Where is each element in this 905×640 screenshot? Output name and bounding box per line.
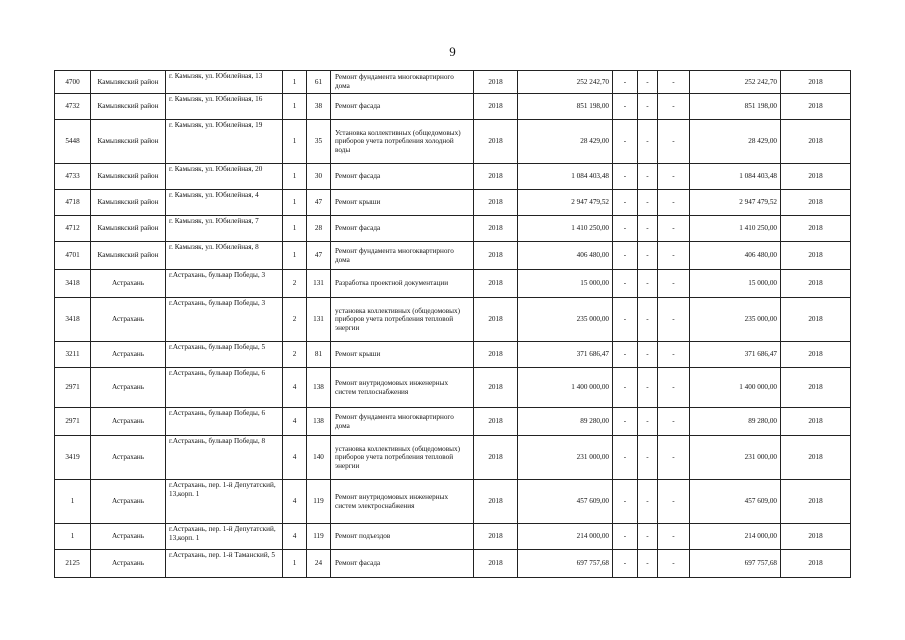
cell-cost: 371 686,47: [518, 342, 613, 368]
cell-floors: 4: [283, 368, 307, 408]
cell-address: г.Астрахань, бульвар Победы, 3: [166, 298, 283, 342]
cell-total: 371 686,47: [690, 342, 781, 368]
cell-year: 2018: [474, 298, 518, 342]
cell-end-year: 2018: [781, 524, 851, 550]
cell-year: 2018: [474, 270, 518, 298]
cell-apartments: 24: [307, 550, 331, 578]
cell-dash: -: [613, 550, 638, 578]
cell-dash: -: [638, 342, 658, 368]
cell-end-year: 2018: [781, 120, 851, 164]
cell-dash: -: [613, 190, 638, 216]
cell-cost: 235 000,00: [518, 298, 613, 342]
cell-dash: -: [613, 216, 638, 242]
cell-apartments: 140: [307, 436, 331, 480]
cell-dash: -: [658, 242, 690, 270]
cell-end-year: 2018: [781, 270, 851, 298]
cell-dash: -: [658, 190, 690, 216]
cell-apartments: 38: [307, 94, 331, 120]
cell-apartments: 131: [307, 270, 331, 298]
cell-object-id: 4733: [55, 164, 91, 190]
cell-work-type: Ремонт фасада: [331, 164, 474, 190]
cell-dash: -: [613, 368, 638, 408]
cell-dash: -: [613, 298, 638, 342]
cell-address: г. Камызяк, ул. Юбилейная, 19: [166, 120, 283, 164]
cell-district: Камызякский район: [91, 190, 166, 216]
cell-floors: 4: [283, 480, 307, 524]
cell-work-type: Ремонт крыши: [331, 342, 474, 368]
cell-work-type: Установка коллективных (общедомовых) приборов учета потребления холодной воды: [331, 120, 474, 164]
cell-district: Астрахань: [91, 270, 166, 298]
cell-floors: 1: [283, 216, 307, 242]
cell-work-type: Разработка проектной документации: [331, 270, 474, 298]
cell-cost: 214 000,00: [518, 524, 613, 550]
cell-work-type: Ремонт фундамента многоквартирного дома: [331, 71, 474, 94]
cell-total: 252 242,70: [690, 71, 781, 94]
cell-dash: -: [638, 368, 658, 408]
cell-total: 457 609,00: [690, 480, 781, 524]
cell-dash: -: [638, 190, 658, 216]
cell-floors: 1: [283, 164, 307, 190]
cell-floors: 4: [283, 408, 307, 436]
cell-apartments: 119: [307, 524, 331, 550]
cell-cost: 2 947 479,52: [518, 190, 613, 216]
cell-work-type: Ремонт подъездов: [331, 524, 474, 550]
cell-floors: 1: [283, 71, 307, 94]
cell-cost: 28 429,00: [518, 120, 613, 164]
cell-cost: 1 410 250,00: [518, 216, 613, 242]
table-row: [55, 408, 851, 436]
cell-dash: -: [658, 216, 690, 242]
cell-floors: 1: [283, 242, 307, 270]
cell-year: 2018: [474, 550, 518, 578]
cell-district: Астрахань: [91, 408, 166, 436]
cell-work-type: Ремонт фасада: [331, 216, 474, 242]
cell-apartments: 47: [307, 242, 331, 270]
cell-year: 2018: [474, 164, 518, 190]
cell-object-id: 3418: [55, 270, 91, 298]
works-table: [54, 70, 851, 578]
table-row: [55, 270, 851, 298]
cell-district: Астрахань: [91, 342, 166, 368]
cell-floors: 2: [283, 270, 307, 298]
cell-apartments: 131: [307, 298, 331, 342]
cell-district: Камызякский район: [91, 71, 166, 94]
cell-district: Астрахань: [91, 368, 166, 408]
cell-address: г. Камызяк, ул. Юбилейная, 20: [166, 164, 283, 190]
cell-total: 851 198,00: [690, 94, 781, 120]
cell-end-year: 2018: [781, 71, 851, 94]
cell-apartments: 28: [307, 216, 331, 242]
cell-object-id: 4701: [55, 242, 91, 270]
cell-object-id: 4732: [55, 94, 91, 120]
cell-dash: -: [613, 480, 638, 524]
cell-dash: -: [638, 71, 658, 94]
cell-cost: 15 000,00: [518, 270, 613, 298]
cell-address: г.Астрахань, бульвар Победы, 8: [166, 436, 283, 480]
cell-dash: -: [613, 342, 638, 368]
cell-end-year: 2018: [781, 436, 851, 480]
cell-work-type: Ремонт внутридомовых инженерных систем теплоснабжения: [331, 368, 474, 408]
cell-floors: 4: [283, 524, 307, 550]
table-row: [55, 524, 851, 550]
cell-object-id: 2971: [55, 368, 91, 408]
cell-address: г. Камызяк, ул. Юбилейная, 4: [166, 190, 283, 216]
cell-address: г. Камызяк, ул. Юбилейная, 8: [166, 242, 283, 270]
cell-address: г.Астрахань, пер. 1-й Депутатский, 13,корп. 1: [166, 480, 283, 524]
table-body: [55, 71, 851, 578]
cell-total: 235 000,00: [690, 298, 781, 342]
table-row: [55, 342, 851, 368]
page-number: 9: [449, 44, 456, 59]
cell-floors: 1: [283, 94, 307, 120]
cell-floors: 1: [283, 190, 307, 216]
table-row: [55, 94, 851, 120]
cell-dash: -: [638, 408, 658, 436]
cell-dash: -: [658, 342, 690, 368]
cell-total: 89 280,00: [690, 408, 781, 436]
cell-cost: 231 000,00: [518, 436, 613, 480]
cell-dash: -: [658, 408, 690, 436]
cell-dash: -: [658, 71, 690, 94]
cell-district: Камызякский район: [91, 120, 166, 164]
cell-dash: -: [613, 94, 638, 120]
cell-year: 2018: [474, 368, 518, 408]
cell-apartments: 81: [307, 342, 331, 368]
cell-dash: -: [658, 550, 690, 578]
cell-object-id: 3419: [55, 436, 91, 480]
table-row: [55, 216, 851, 242]
cell-total: 231 000,00: [690, 436, 781, 480]
cell-dash: -: [638, 94, 658, 120]
cell-dash: -: [613, 524, 638, 550]
cell-dash: -: [638, 120, 658, 164]
cell-floors: 4: [283, 436, 307, 480]
cell-work-type: установка коллективных (общедомовых) приборов учета потребления тепловой энергии: [331, 436, 474, 480]
cell-object-id: 1: [55, 524, 91, 550]
cell-cost: 697 757,68: [518, 550, 613, 578]
table-row: [55, 436, 851, 480]
cell-object-id: 1: [55, 480, 91, 524]
cell-district: Камызякский район: [91, 94, 166, 120]
cell-apartments: 47: [307, 190, 331, 216]
cell-year: 2018: [474, 94, 518, 120]
cell-year: 2018: [474, 408, 518, 436]
cell-year: 2018: [474, 71, 518, 94]
cell-end-year: 2018: [781, 164, 851, 190]
cell-end-year: 2018: [781, 298, 851, 342]
cell-address: г.Астрахань, бульвар Победы, 6: [166, 368, 283, 408]
cell-apartments: 30: [307, 164, 331, 190]
cell-apartments: 61: [307, 71, 331, 94]
cell-dash: -: [638, 270, 658, 298]
cell-year: 2018: [474, 120, 518, 164]
cell-apartments: 35: [307, 120, 331, 164]
cell-cost: 406 480,00: [518, 242, 613, 270]
cell-work-type: Ремонт фундамента многоквартирного дома: [331, 408, 474, 436]
cell-object-id: 3418: [55, 298, 91, 342]
cell-dash: -: [638, 216, 658, 242]
cell-end-year: 2018: [781, 342, 851, 368]
cell-dash: -: [613, 164, 638, 190]
cell-dash: -: [613, 71, 638, 94]
cell-year: 2018: [474, 436, 518, 480]
cell-cost: 457 609,00: [518, 480, 613, 524]
table-row: [55, 242, 851, 270]
cell-total: 214 000,00: [690, 524, 781, 550]
cell-apartments: 119: [307, 480, 331, 524]
cell-district: Астрахань: [91, 550, 166, 578]
cell-year: 2018: [474, 190, 518, 216]
cell-floors: 1: [283, 120, 307, 164]
cell-dash: -: [613, 242, 638, 270]
cell-end-year: 2018: [781, 368, 851, 408]
cell-end-year: 2018: [781, 242, 851, 270]
cell-dash: -: [658, 368, 690, 408]
cell-work-type: установка коллективных (общедомовых) приборов учета потребления тепловой энергии: [331, 298, 474, 342]
table-row: [55, 190, 851, 216]
cell-floors: 1: [283, 550, 307, 578]
cell-cost: 851 198,00: [518, 94, 613, 120]
cell-address: г. Камызяк, ул. Юбилейная, 7: [166, 216, 283, 242]
cell-dash: -: [658, 94, 690, 120]
cell-work-type: Ремонт фасада: [331, 94, 474, 120]
table-row: [55, 480, 851, 524]
cell-district: Камызякский район: [91, 164, 166, 190]
cell-cost: 252 242,70: [518, 71, 613, 94]
cell-address: г.Астрахань, пер. 1-й Таманский, 5: [166, 550, 283, 578]
cell-dash: -: [638, 242, 658, 270]
table-row: [55, 298, 851, 342]
cell-cost: 1 400 000,00: [518, 368, 613, 408]
cell-object-id: 2971: [55, 408, 91, 436]
table-row: [55, 550, 851, 578]
table-row: [55, 164, 851, 190]
cell-address: г.Астрахань, бульвар Победы, 5: [166, 342, 283, 368]
cell-floors: 2: [283, 342, 307, 368]
cell-object-id: 4718: [55, 190, 91, 216]
cell-work-type: Ремонт крыши: [331, 190, 474, 216]
cell-cost: 1 084 403,48: [518, 164, 613, 190]
cell-cost: 89 280,00: [518, 408, 613, 436]
cell-dash: -: [658, 164, 690, 190]
cell-year: 2018: [474, 524, 518, 550]
cell-dash: -: [658, 120, 690, 164]
cell-work-type: Ремонт фасада: [331, 550, 474, 578]
cell-end-year: 2018: [781, 480, 851, 524]
cell-total: 15 000,00: [690, 270, 781, 298]
cell-address: г.Астрахань, бульвар Победы, 6: [166, 408, 283, 436]
cell-dash: -: [638, 164, 658, 190]
cell-dash: -: [613, 436, 638, 480]
cell-district: Камызякский район: [91, 242, 166, 270]
cell-object-id: 3211: [55, 342, 91, 368]
cell-address: г. Камызяк, ул. Юбилейная, 13: [166, 71, 283, 94]
cell-object-id: 4712: [55, 216, 91, 242]
cell-district: Астрахань: [91, 298, 166, 342]
cell-object-id: 4700: [55, 71, 91, 94]
cell-total: 1 410 250,00: [690, 216, 781, 242]
cell-dash: -: [658, 480, 690, 524]
cell-address: г. Камызяк, ул. Юбилейная, 16: [166, 94, 283, 120]
cell-year: 2018: [474, 342, 518, 368]
cell-dash: -: [638, 524, 658, 550]
cell-total: 28 429,00: [690, 120, 781, 164]
cell-end-year: 2018: [781, 216, 851, 242]
cell-total: 2 947 479,52: [690, 190, 781, 216]
cell-dash: -: [613, 120, 638, 164]
cell-floors: 2: [283, 298, 307, 342]
cell-work-type: Ремонт фундамента многоквартирного дома: [331, 242, 474, 270]
cell-dash: -: [638, 436, 658, 480]
cell-year: 2018: [474, 216, 518, 242]
cell-district: Астрахань: [91, 480, 166, 524]
cell-end-year: 2018: [781, 550, 851, 578]
cell-dash: -: [613, 270, 638, 298]
cell-total: 406 480,00: [690, 242, 781, 270]
cell-district: Астрахань: [91, 436, 166, 480]
table-row: [55, 120, 851, 164]
cell-district: Астрахань: [91, 524, 166, 550]
cell-dash: -: [638, 480, 658, 524]
cell-apartments: 138: [307, 368, 331, 408]
cell-object-id: 5448: [55, 120, 91, 164]
cell-dash: -: [638, 550, 658, 578]
cell-total: 1 084 403,48: [690, 164, 781, 190]
cell-year: 2018: [474, 242, 518, 270]
cell-year: 2018: [474, 480, 518, 524]
cell-dash: -: [658, 436, 690, 480]
table-row: [55, 71, 851, 94]
cell-dash: -: [658, 524, 690, 550]
cell-dash: -: [658, 298, 690, 342]
cell-end-year: 2018: [781, 94, 851, 120]
cell-total: 697 757,68: [690, 550, 781, 578]
cell-dash: -: [658, 270, 690, 298]
cell-end-year: 2018: [781, 190, 851, 216]
cell-dash: -: [613, 408, 638, 436]
cell-end-year: 2018: [781, 408, 851, 436]
table-row: [55, 368, 851, 408]
cell-address: г.Астрахань, пер. 1-й Депутатский, 13,корп. 1: [166, 524, 283, 550]
cell-object-id: 2125: [55, 550, 91, 578]
cell-district: Камызякский район: [91, 216, 166, 242]
cell-address: г.Астрахань, бульвар Победы, 3: [166, 270, 283, 298]
cell-work-type: Ремонт внутридомовых инженерных систем электроснабжения: [331, 480, 474, 524]
cell-total: 1 400 000,00: [690, 368, 781, 408]
cell-apartments: 138: [307, 408, 331, 436]
cell-dash: -: [638, 298, 658, 342]
